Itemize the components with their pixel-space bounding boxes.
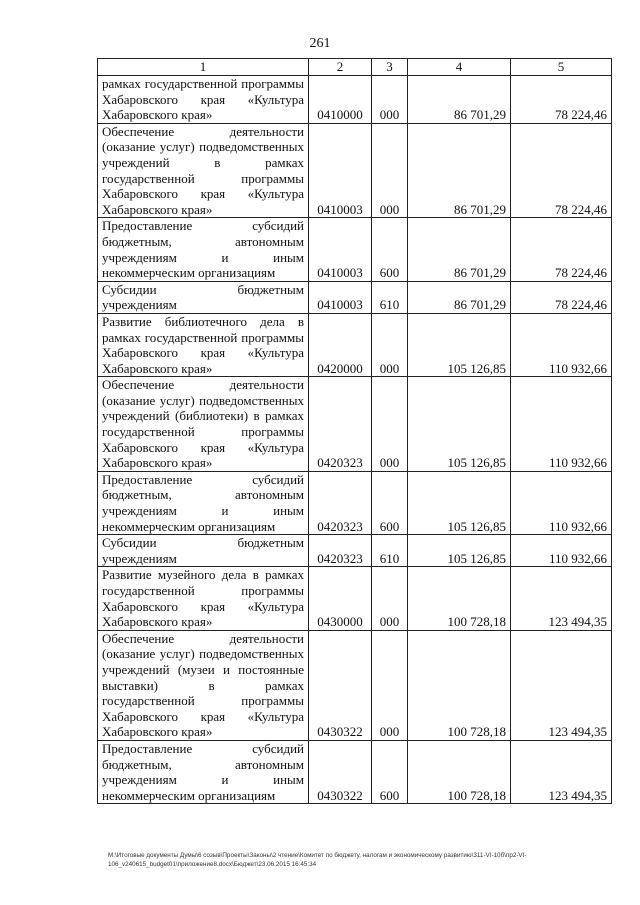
row-value-2015-cell: 105 126,85 — [408, 377, 511, 472]
row-value-2016-cell: 110 932,66 — [511, 471, 612, 534]
row-name-cell: Обеспечение деятельности (оказание услуг) подведомственных учреждений (библиотеки) в рамках государственной программы Хабаровского края «Культура Хабаровского края» — [98, 377, 309, 472]
row-value-2016-cell: 110 932,66 — [511, 313, 612, 376]
row-code-cell: 0420323 — [309, 377, 372, 472]
row-code-cell: 0410000 — [309, 76, 372, 124]
row-value-2015-cell: 86 701,29 — [408, 281, 511, 313]
row-type-cell: 000 — [372, 123, 408, 218]
row-value-2016-cell: 123 494,35 — [511, 567, 612, 630]
row-name-cell: Предоставление субсидий бюджетным, автономным учреждениям и иным некоммерческим организациям — [98, 740, 309, 803]
row-type-cell: 000 — [372, 313, 408, 376]
row-value-2015-cell: 100 728,18 — [408, 630, 511, 740]
row-value-2016-cell: 110 932,66 — [511, 535, 612, 567]
column-header: 3 — [372, 59, 408, 76]
row-value-2016-cell: 78 224,46 — [511, 218, 612, 281]
column-header: 2 — [309, 59, 372, 76]
table-row — [98, 630, 612, 740]
row-value-2016-cell: 123 494,35 — [511, 630, 612, 740]
row-code-cell: 0410003 — [309, 281, 372, 313]
row-value-2015-cell: 86 701,29 — [408, 123, 511, 218]
row-type-cell: 000 — [372, 76, 408, 124]
row-value-2015-cell: 105 126,85 — [408, 535, 511, 567]
budget-table — [97, 58, 612, 804]
row-type-cell: 600 — [372, 471, 408, 534]
row-code-cell: 0420323 — [309, 471, 372, 534]
column-header: 4 — [408, 59, 511, 76]
footer-path-line: M:\Итоговые документы Думы\6 созыв\Проекты\Законы\2 чтение\Комитет по бюджету, налогам и экономическому развитию\311-VI-10б\пр2-VI- — [108, 852, 527, 859]
row-value-2015-cell: 105 126,85 — [408, 471, 511, 534]
table-row — [98, 740, 612, 803]
table-row — [98, 471, 612, 534]
table-body — [98, 76, 612, 804]
row-value-2015-cell: 100 728,18 — [408, 740, 511, 803]
row-name-cell: рамках государственной программы Хабаровского края «Культура Хабаровского края» — [98, 76, 309, 124]
row-name-cell: Предоставление субсидий бюджетным, автономным учреждениям и иным некоммерческим организациям — [98, 218, 309, 281]
row-type-cell: 000 — [372, 377, 408, 472]
row-name-cell: Развитие музейного дела в рамках государственной программы Хабаровского края «Культура Хабаровского края» — [98, 567, 309, 630]
row-name-cell: Предоставление субсидий бюджетным, автономным учреждениям и иным некоммерческим организациям — [98, 471, 309, 534]
row-type-cell: 610 — [372, 281, 408, 313]
row-value-2016-cell: 78 224,46 — [511, 281, 612, 313]
page-number: 261 — [309, 36, 331, 51]
row-value-2015-cell: 100 728,18 — [408, 567, 511, 630]
row-value-2016-cell: 78 224,46 — [511, 76, 612, 124]
row-code-cell: 0430322 — [309, 740, 372, 803]
table-row — [98, 218, 612, 281]
row-code-cell: 0420000 — [309, 313, 372, 376]
row-type-cell: 000 — [372, 567, 408, 630]
table-row — [98, 281, 612, 313]
row-name-cell: Субсидии бюджетным учреждениям — [98, 281, 309, 313]
row-name-cell: Обеспечение деятельности (оказание услуг) подведомственных учреждений (музеи и постоянные выставки) в рамках государственной программы Хабаровского края «Культура Хабаровского края» — [98, 630, 309, 740]
column-header: 1 — [98, 59, 309, 76]
row-name-cell: Развитие библиотечного дела в рамках государственной программы Хабаровского края «Культура Хабаровского края» — [98, 313, 309, 376]
row-value-2016-cell: 78 224,46 — [511, 123, 612, 218]
row-value-2015-cell: 105 126,85 — [408, 313, 511, 376]
row-type-cell: 600 — [372, 740, 408, 803]
row-code-cell: 0420323 — [309, 535, 372, 567]
row-code-cell: 0430322 — [309, 630, 372, 740]
row-type-cell: 610 — [372, 535, 408, 567]
row-code-cell: 0410003 — [309, 218, 372, 281]
table-row — [98, 567, 612, 630]
table-header-row — [98, 59, 612, 76]
table-row — [98, 76, 612, 124]
row-code-cell: 0430000 — [309, 567, 372, 630]
table-row — [98, 123, 612, 218]
row-name-cell: Обеспечение деятельности (оказание услуг) подведомственных учреждений в рамках государственной программы Хабаровского края «Культура Хабаровского края» — [98, 123, 309, 218]
row-type-cell: 000 — [372, 630, 408, 740]
row-code-cell: 0410003 — [309, 123, 372, 218]
row-value-2016-cell: 123 494,35 — [511, 740, 612, 803]
table-row — [98, 313, 612, 376]
row-type-cell: 600 — [372, 218, 408, 281]
row-value-2016-cell: 110 932,66 — [511, 377, 612, 472]
row-name-cell: Субсидии бюджетным учреждениям — [98, 535, 309, 567]
table-row — [98, 377, 612, 472]
document-footer — [108, 852, 613, 869]
row-value-2015-cell: 86 701,29 — [408, 218, 511, 281]
row-value-2015-cell: 86 701,29 — [408, 76, 511, 124]
table-row — [98, 535, 612, 567]
footer-path-line: 106_v240615_budget01\приложение8.docx\Бюджет\23.06.2015 16:45:34 — [108, 860, 317, 868]
column-header: 5 — [511, 59, 612, 76]
